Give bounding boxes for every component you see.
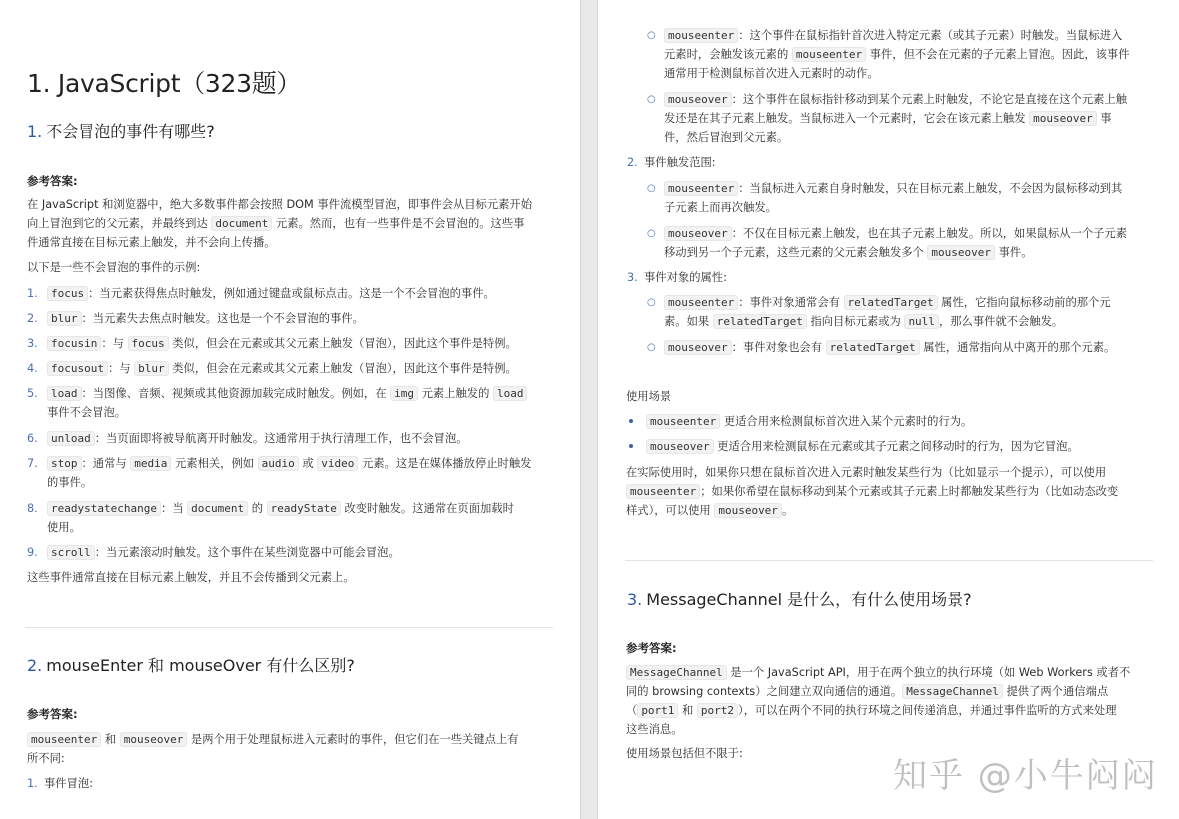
circle-bullet-icon: ○: [647, 30, 656, 41]
sub-list-item: ○ mouseenter ：这个事件在鼠标指针首次进入特定元素（或其子元素）时触发。当鼠标进入 元素时，会触发该元素的 mouseenter 事件，但不会在元素的子元素上冒泡。因此，该事件 通常用于检测鼠标首次进入元素时的动作。: [664, 26, 1154, 83]
question-number: 1.: [27, 122, 43, 141]
list-item: 3. 事件对象的属性:: [627, 271, 727, 284]
question-title: MessageChannel 是什么，有什么使用场景?: [646, 590, 972, 609]
answer-label: 参考答案:: [626, 641, 677, 655]
list-item: 6. unload ：当页面即将被导航离开时触发。这通常用于执行清理工作，也不会冒泡。: [27, 432, 468, 445]
answer-label: 参考答案:: [27, 707, 78, 721]
list-item: 7. stop ：通常与 media 元素相关，例如 audio 或 video 元素。这是在媒体播放停止时触发 的事件。: [27, 457, 532, 489]
list-item: 4. focusout ：与 blur 类似，但会在元素或其父元素上触发（冒泡），因此这个事件是特例。: [27, 362, 517, 375]
question-1-heading: [27, 119, 215, 142]
q3-body: MessageChannel 是一个 JavaScript API，用于在两个独立的执行环境（如 Web Workers 或者不 同的 browsing contexts）之间建立双向通信的通道。 MessageChannel 提供了两个通信端点 （ port1 和 port2 ），可以在两个不同的执行环境之间传递消息，并通过事件监听的方式来处理 这些消息。: [626, 666, 1131, 736]
usage-summary: 在实际使用时，如果你只想在鼠标首次进入元素时触发某些行为（比如显示一个提示），可以使用 mouseenter ；如果你希望在鼠标移动到某个元素或其子元素上时都触发某些行为（比如动态改变 样式），可以使用 mouseover 。: [626, 466, 1119, 517]
bullet-icon: [629, 419, 633, 423]
circle-bullet-icon: ○: [647, 183, 656, 194]
list-item: 2. blur ：当元素失去焦点时触发。这也是一个不会冒泡的事件。: [27, 312, 364, 325]
examples-intro: 以下是一些不会冒泡的事件的示例:: [27, 261, 201, 274]
text-line: 在 JavaScript 和浏览器中，绝大多数事件都会按照 DOM 事件流模型冒泡，即事件会从目标元素开始: [27, 198, 533, 211]
question-number: 2.: [27, 656, 43, 675]
question-number: 3.: [627, 590, 643, 609]
right-page: [598, 0, 1179, 819]
sub-list-item: ○ mouseover ：这个事件在鼠标指针移动到某个元素上时触发，不论它是直接在这个元素上触 发还是在其子元素上触发。当鼠标进入一个元素时，它会在该元素上触发 mouseover 事 件，然后冒泡到父元素。: [664, 90, 1154, 147]
usage-title: 使用场景: [626, 390, 672, 403]
q1-conclusion: 这些事件通常直接在目标元素上触发，并且不会传播到父元素上。: [27, 571, 355, 584]
divider: [25, 627, 553, 628]
circle-bullet-icon: ○: [647, 228, 656, 239]
watermark: 知乎 @小牛闷闷: [893, 756, 1158, 796]
text-line: 件通常直接在目标元素上触发，并不会向上传播。: [27, 236, 276, 249]
list-item: 1. 事件冒泡:: [27, 777, 93, 790]
sub-list-item: ○ mouseover ：不仅在目标元素上触发，也在其子元素上触发。所以，如果鼠标从一个子元素 移动到另一个子元素，这些元素的父元素会触发多个 mouseover 事件。: [664, 224, 1154, 262]
sub-list-item: ○ mouseover ：事件对象也会有 relatedTarget 属性，通常指向从中离开的那个元素。: [664, 338, 1154, 357]
inline-code: document: [211, 216, 272, 231]
circle-bullet-icon: ○: [647, 342, 656, 353]
question-3-heading: [627, 587, 972, 610]
bullet-item: mouseenter 更适合用来检测鼠标首次进入某个元素时的行为。: [646, 412, 1136, 431]
divider: [625, 560, 1153, 561]
question-2-heading: [27, 653, 355, 676]
left-page: [0, 0, 580, 819]
sub-list-item: ○ mouseenter ：当鼠标进入元素自身时触发，只在目标元素上触发，不会因为鼠标移动到其 子元素上而再次触发。: [664, 179, 1154, 217]
bullet-item: mouseover 更适合用来检测鼠标在元素或其子元素之间移动时的行为，因为它冒泡。: [646, 437, 1146, 456]
answer-label: 参考答案:: [27, 174, 78, 188]
list-item: 3. focusin ：与 focus 类似，但会在元素或其父元素上触发（冒泡），因此这个事件是特例。: [27, 337, 517, 350]
circle-bullet-icon: ○: [647, 94, 656, 105]
list-item: 1. focus ：当元素获得焦点时触发，例如通过键盘或鼠标点击。这是一个不会冒泡的事件。: [27, 287, 495, 300]
question-title: mouseEnter 和 mouseOver 有什么区别?: [46, 656, 355, 675]
sub-list-item: ○ mouseenter ：事件对象通常会有 relatedTarget 属性，它指向鼠标移动前的那个元 素。如果 relatedTarget 指向目标元素或为 null ，那么事件就不会触发。: [664, 293, 1154, 331]
circle-bullet-icon: ○: [647, 297, 656, 308]
list-item: 5. load ：当图像、音频、视频或其他资源加载完成时触发。例如，在 img 元素上触发的 load 事件不会冒泡。: [47, 384, 557, 422]
page-gutter: [580, 0, 598, 819]
q1-intro: [27, 195, 557, 252]
list-item: 8. readystatechange ：当 document 的 readyState 改变时触发。这通常在页面加载时 使用。: [27, 502, 514, 534]
q2-intro: mouseenter 和 mouseover 是两个用于处理鼠标进入元素时的事件，但它们在一些关键点上有 所不同:: [27, 733, 519, 765]
bullet-icon: [629, 444, 633, 448]
list-item: 2. 事件触发范围:: [627, 156, 716, 169]
list-item: 9. scroll ：当元素滚动时触发。这个事件在某些浏览器中可能会冒泡。: [27, 546, 400, 559]
q3-usage-intro: 使用场景包括但不限于:: [626, 747, 743, 760]
chapter-title: 1. JavaScript（323题）: [27, 69, 302, 98]
question-title: 不会冒泡的事件有哪些?: [46, 122, 215, 141]
text-line: 向上冒泡到它的父元素，并最终到达 document 元素。然而，也有一些事件是不会冒泡的。这些事: [27, 217, 525, 230]
